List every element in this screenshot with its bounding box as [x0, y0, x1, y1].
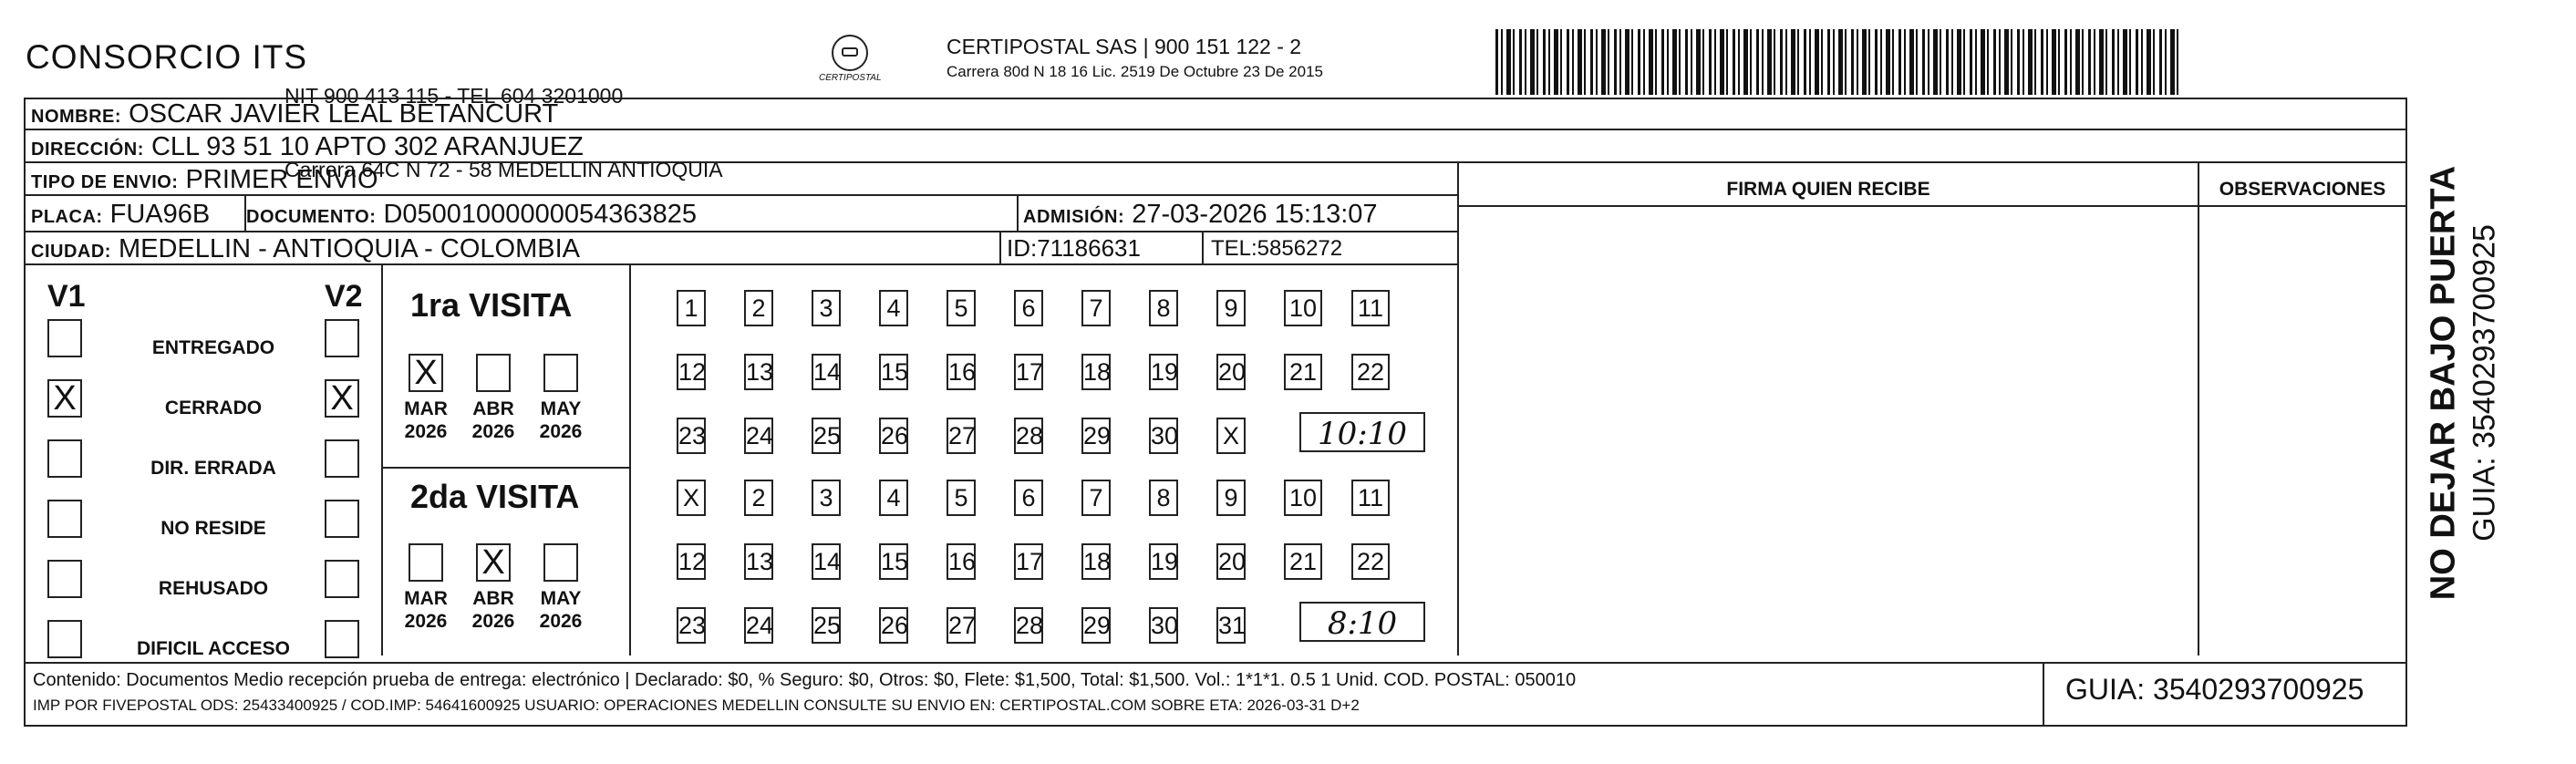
status-option-label: DIFICIL ACCESO — [136, 638, 290, 659]
day-box[interactable]: 27 — [947, 607, 976, 644]
day-box[interactable]: 16 — [947, 354, 976, 390]
admision-value: 27-03-2026 15:13:07 — [1132, 200, 1378, 229]
day-box[interactable]: 23 — [677, 418, 706, 454]
day-box[interactable]: 17 — [1014, 543, 1043, 580]
day-box[interactable]: 5 — [947, 290, 976, 326]
day-box[interactable]: 24 — [744, 607, 773, 644]
side-guia-text: GUIA: 3540293700925 — [2467, 224, 2502, 542]
day-box[interactable]: 21 — [1284, 354, 1322, 390]
month-year: 2026 — [539, 421, 583, 442]
certipostal-name: CERTIPOSTAL SAS | 900 151 122 - 2 — [947, 35, 1302, 58]
tipo-value: PRIMER ENVIO — [185, 165, 378, 194]
day-box[interactable]: 26 — [879, 607, 908, 644]
placa-label: PLACA: — [31, 207, 103, 227]
day-box[interactable]: 29 — [1081, 607, 1111, 644]
month-year: 2026 — [539, 611, 583, 632]
day-box[interactable]: 8 — [1149, 290, 1178, 326]
id-value: ID:71186631 — [1007, 234, 1141, 262]
month-label — [400, 587, 451, 633]
month-year: 2026 — [471, 421, 515, 442]
day-box[interactable]: 15 — [879, 543, 908, 580]
row-ciudad — [24, 232, 1457, 265]
day-box[interactable]: 3 — [812, 480, 841, 516]
tipo-label: TIPO DE ENVIO: — [31, 172, 179, 192]
placa-value: FUA96B — [109, 200, 211, 229]
side-guia — [2462, 128, 2508, 638]
row-placa — [24, 196, 1457, 232]
month-label — [535, 397, 586, 443]
visit1-time: 10:10 — [1299, 412, 1425, 452]
direccion-value: CLL 93 51 10 APTO 302 ARANJUEZ — [150, 132, 584, 161]
day-box[interactable]: 19 — [1149, 543, 1178, 580]
day-box[interactable]: 13 — [744, 354, 773, 390]
day-box[interactable]: 2 — [744, 290, 773, 326]
day-box[interactable]: 11 — [1351, 290, 1390, 326]
month-year: 2026 — [404, 421, 448, 442]
day-box[interactable]: 5 — [947, 480, 976, 516]
side-warning-text: NO DEJAR BAJO PUERTA — [2424, 165, 2463, 601]
footer-contenido: Contenido: Documentos Medio recepción prueba de entrega: electrónico | Declarado: $0, % Seguro: $0, Otros: $0, Flete: $1,500, Total: $1,500. Vol.: 1*1*1. 0.5 1 Unid. COD. POSTAL: 050010 — [33, 670, 1577, 690]
status-v2-checkbox[interactable] — [325, 500, 359, 538]
barcode — [1495, 29, 2179, 95]
month-label — [468, 397, 519, 443]
observaciones-header: OBSERVACIONES — [2219, 179, 2386, 200]
day-box[interactable]: 7 — [1081, 290, 1111, 326]
month-name: ABR — [472, 588, 514, 609]
visit2-title: 2da VISITA — [410, 478, 580, 515]
day-box[interactable]: 9 — [1216, 290, 1246, 326]
visit1-title: 1ra VISITA — [410, 286, 573, 324]
day-box[interactable]: 23 — [677, 607, 706, 644]
status-option-label: CERRADO — [164, 397, 263, 418]
day-box[interactable]: 22 — [1351, 354, 1390, 390]
day-box[interactable]: 11 — [1351, 480, 1390, 516]
day-box[interactable]: 16 — [947, 543, 976, 580]
month-name: MAY — [540, 588, 582, 609]
status-v1-checkbox[interactable] — [47, 560, 82, 598]
v2-header: V2 — [325, 279, 363, 314]
day-box[interactable]: 27 — [947, 418, 976, 454]
v1-header: V1 — [47, 279, 86, 314]
month-name: MAR — [404, 588, 448, 609]
day-box[interactable]: 30 — [1149, 607, 1178, 644]
nit-line: NIT 900 413 115 - TEL 604 3201000 — [284, 84, 624, 108]
certipostal-address: Carrera 80d N 18 16 Lic. 2519 De Octubre 23 De 2015 — [947, 63, 1323, 80]
status-v2-checkbox[interactable] — [325, 560, 359, 598]
day-box[interactable]: 15 — [879, 354, 908, 390]
day-box[interactable]: 28 — [1014, 607, 1043, 644]
month-label — [400, 397, 451, 443]
status-v1-checkbox[interactable]: X — [47, 379, 82, 418]
day-box[interactable]: 29 — [1081, 418, 1111, 454]
status-option-label: DIR. ERRADA — [150, 458, 276, 479]
status-v2-checkbox[interactable] — [325, 620, 359, 658]
admision-label: ADMISIÓN: — [1023, 207, 1125, 227]
ciudad-value: MEDELLIN - ANTIOQUIA - COLOMBIA — [119, 234, 580, 263]
firma-header: FIRMA QUIEN RECIBE — [1726, 179, 1930, 200]
day-box[interactable]: 26 — [879, 418, 908, 454]
day-box[interactable]: X — [677, 480, 706, 516]
day-box[interactable]: 4 — [879, 480, 908, 516]
day-box[interactable]: 18 — [1081, 354, 1111, 390]
month-checkbox[interactable] — [543, 354, 578, 392]
day-box[interactable]: 18 — [1081, 543, 1111, 580]
day-box[interactable]: 4 — [879, 290, 908, 326]
day-box[interactable]: 10 — [1284, 480, 1322, 516]
day-box[interactable]: 10 — [1284, 290, 1322, 326]
day-box[interactable]: 12 — [677, 354, 706, 390]
nombre-label: NOMBRE: — [31, 107, 122, 127]
ciudad-label: CIUDAD: — [31, 242, 111, 262]
day-box[interactable]: 25 — [812, 607, 841, 644]
logo-text: CERTIPOSTAL — [819, 73, 882, 83]
day-box[interactable]: 13 — [744, 543, 773, 580]
month-checkbox[interactable] — [476, 354, 511, 392]
certipostal-info — [947, 35, 1323, 84]
day-box[interactable]: 14 — [812, 354, 841, 390]
day-box[interactable]: 9 — [1216, 480, 1246, 516]
month-year: 2026 — [404, 611, 448, 632]
month-label — [535, 587, 586, 633]
status-v2-checkbox[interactable] — [325, 439, 359, 478]
month-checkbox[interactable] — [543, 543, 578, 582]
day-box[interactable]: 20 — [1216, 354, 1246, 390]
month-checkbox[interactable]: X — [409, 354, 443, 392]
visit2-time: 8:10 — [1299, 602, 1425, 642]
day-box[interactable]: 17 — [1014, 354, 1043, 390]
footer-impresion: IMP POR FIVEPOSTAL ODS: 25433400925 / COD.IMP: 54641600925 USUARIO: OPERACIONES MEDELLIN CONSULTE SU ENVIO EN: CERTIPOSTAL.COM SOBRE ETA: 2026-03-31 D+2 — [33, 697, 1360, 714]
status-v1-checkbox[interactable] — [47, 620, 82, 658]
footer-guia: GUIA: 3540293700925 — [2065, 673, 2364, 706]
month-checkbox[interactable]: X — [476, 543, 511, 582]
day-box[interactable]: 6 — [1014, 480, 1043, 516]
row-tipo — [24, 163, 1457, 196]
day-box[interactable]: 31 — [1216, 607, 1246, 644]
day-box[interactable]: 2 — [744, 480, 773, 516]
month-label — [468, 587, 519, 633]
day-box[interactable]: 19 — [1149, 354, 1178, 390]
documento-label: DOCUMENTO: — [246, 207, 377, 227]
status-option-label: REHUSADO — [158, 578, 269, 599]
documento-value: D05001000000054363825 — [383, 200, 697, 229]
day-box[interactable]: 14 — [812, 543, 841, 580]
tel-value: TEL:5856272 — [1211, 236, 1343, 261]
month-year: 2026 — [471, 611, 515, 632]
logo-emblem-icon — [832, 35, 868, 71]
company-name: CONSORCIO ITS — [26, 38, 308, 76]
certipostal-logo — [819, 35, 881, 89]
month-name: ABR — [472, 398, 514, 419]
status-option-label: ENTREGADO — [151, 337, 275, 358]
address-line: Carrera 64C N 72 - 58 MEDELLIN ANTIOQUIA — [284, 158, 723, 181]
day-box[interactable]: 3 — [812, 290, 841, 326]
day-box[interactable]: 25 — [812, 418, 841, 454]
status-v1-checkbox[interactable] — [47, 500, 82, 538]
status-v2-checkbox[interactable]: X — [325, 379, 359, 418]
day-box[interactable]: 12 — [677, 543, 706, 580]
day-box[interactable]: 20 — [1216, 543, 1246, 580]
status-option-label: NO RESIDE — [160, 518, 266, 539]
month-name: MAR — [404, 398, 448, 419]
day-box[interactable]: 22 — [1351, 543, 1390, 580]
status-v1-checkbox[interactable] — [47, 439, 82, 478]
day-box[interactable]: X — [1216, 418, 1246, 454]
row-nombre — [24, 98, 2407, 130]
day-box[interactable]: 6 — [1014, 290, 1043, 326]
row-direccion — [24, 130, 2407, 163]
day-box[interactable]: 30 — [1149, 418, 1178, 454]
nombre-value: OSCAR JAVIER LEAL BETANCURT — [129, 99, 559, 129]
status-v2-checkbox[interactable] — [325, 319, 359, 357]
month-checkbox[interactable] — [409, 543, 443, 582]
direccion-label: DIRECCIÓN: — [31, 139, 144, 160]
month-name: MAY — [540, 398, 582, 419]
day-box[interactable]: 1 — [677, 290, 706, 326]
day-box[interactable]: 21 — [1284, 543, 1322, 580]
day-box[interactable]: 7 — [1081, 480, 1111, 516]
day-box[interactable]: 24 — [744, 418, 773, 454]
day-box[interactable]: 8 — [1149, 480, 1178, 516]
status-v1-checkbox[interactable] — [47, 319, 82, 357]
day-box[interactable]: 28 — [1014, 418, 1043, 454]
